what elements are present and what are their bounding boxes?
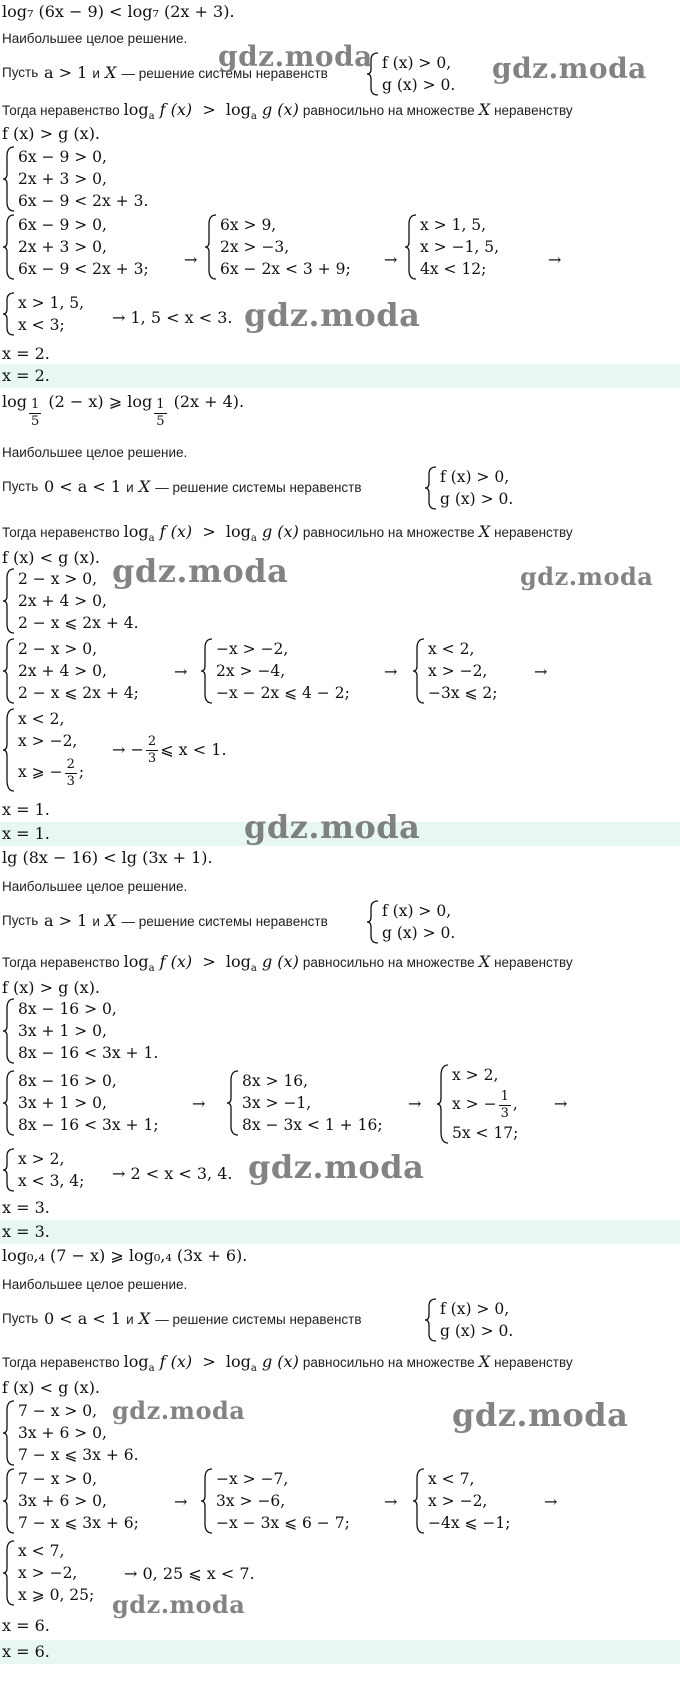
problem-2-comparison: f (x) < g (x). bbox=[2, 548, 101, 567]
brace-icon bbox=[2, 292, 16, 336]
arrow-icon: → bbox=[174, 662, 188, 681]
arrow-icon: → bbox=[174, 1492, 188, 1511]
brace-icon bbox=[2, 1400, 16, 1466]
let-condition: 0 < a < 1 bbox=[44, 477, 122, 496]
problem-3-answer: x = 3. bbox=[0, 1220, 680, 1244]
brace-icon bbox=[2, 214, 16, 280]
brace-icon bbox=[2, 1540, 16, 1606]
problem-4-comparison: f (x) < g (x). bbox=[2, 1378, 101, 1397]
problem-1-comparison: f (x) > g (x). bbox=[2, 124, 101, 143]
brace-icon bbox=[412, 1468, 426, 1534]
problem-3-then-line: Тогда неравенство $\log_a f$ $(x) > \log_a g$ (x) равносильно на множестве X неравенству bbox=[2, 952, 573, 975]
brace-icon bbox=[436, 1064, 450, 1144]
let-condition: a > 1 bbox=[44, 63, 88, 82]
problem-4-then-line: Тогда неравенство $\log_a f$ $(x) > \log_a g$ (x) равносильно на множестве X неравенству bbox=[2, 1352, 573, 1375]
arrow-icon: → bbox=[384, 662, 398, 681]
problem-2-task-label: Наибольшее целое решение. bbox=[2, 445, 188, 460]
brace-icon bbox=[424, 1298, 438, 1342]
let-condition: a > 1 bbox=[44, 911, 88, 930]
brace-icon bbox=[366, 900, 380, 944]
problem-3-interval: → 2 < x < 3, 4. bbox=[112, 1164, 233, 1183]
brace-icon bbox=[404, 214, 418, 280]
problem-3-title: lg (8x − 16) < lg (3x + 1). bbox=[2, 848, 213, 867]
brace-icon bbox=[200, 1468, 214, 1534]
watermark: gdz.moda bbox=[520, 562, 654, 591]
brace-icon bbox=[2, 638, 16, 704]
brace-icon bbox=[2, 1148, 16, 1192]
watermark: gdz.moda bbox=[248, 1148, 425, 1186]
arrow-icon: → bbox=[192, 1094, 206, 1113]
brace-icon bbox=[226, 1070, 240, 1136]
solution-page: log₇ (6x − 9) < log₇ (2x + 3). Наибольшее целое решение. Пусть a > 1 и X — решение системы неравенств f (x) > 0, g (x) > 0. Тогда неравенство $\log_a f$ $(x) > \log_a g$ (x) равносильно на множестве X неравенству f (x) > g (x). 6x − 9 > 0, 2x + 3 > 0, 6x − 9 < 2x + 3. 6x − 9 > 0, 2x + 3 > 0, 6x − 9 < 2x + 3; → 6x > 9, 2x > −3, 6x − 2x < 3 + 9; → x > 1, 5, x > −1, 5, 4x < 12; → x > 1, 5, x < 3; → 1, 5 < x < 3. x = 2. x = 2. log $\frac{1}{5}$ (2 − x) ⩾ log $\frac{1}{5}$ (2x + 4). Наибольшее целое решение. Пусть 0 < a < 1 и X — решение системы неравенств f (x) > 0, g (x) > 0. Тогда неравенство $\log_a f$ $(x) > \log_a g$ (x) равносильно на множестве X неравенству f (x) < g (x). 2 − x > 0, 2x + 4 > 0, 2 − x ⩽ 2x + 4. 2 − x > 0, 2x + 4 > 0, 2 − x ⩽ 2x + 4; → −x > −2, 2x > −4, −x − 2x ⩽ 4 − 2; → x < 2, x > −2, −3x ⩽ 2; → x < 2, x > −2, x ⩾ − $\frac{2}{3}$ ; → − $\frac{2}{3}$ ⩽ x < 1. x = 1. x = 1. lg (8x − 16) < lg (3x + 1). Наибольшее целое решение. Пусть a > 1 и X — решение системы неравенств f (x) > 0, g (x) > 0. Тогда неравенство $\log_a f$ $(x) > \log_a g$ (x) равносильно на множестве X неравенству f (x) > g (x). 8x − 16 > 0, 3x + 1 > 0, 8x − 16 < 3x + 1. 8x − 16 > 0, 3x + 1 > 0, 8x − 16 < 3x + 1; → 8x > 16, 3x > −1, 8x − 3x < 1 + 16; → x > 2, x > − $\frac{1}{3}$ , 5x < 17; → x > 2, x < 3, 4; → 2 < x < 3, 4. x = 3. x = 3. log₀,₄ (7 − x) ⩾ log₀,₄ (3x + 6). Наибольшее целое решение. Пусть 0 < a < 1 и X — решение системы неравенств f (x) > 0, g (x) > 0. Тогда неравенство $\log_a f$ $(x) > \log_a g$ (x) равносильно на множестве X неравенству f (x) < g (x). 7 − x > 0, 3x + 6 > 0, 7 − x ⩽ 3x + 6. 7 − x > 0, 3x + 6 > 0, 7 − x ⩽ 3x + 6; → −x > −7, 3x > −6, −x − 3x ⩽ 6 − 7; → x < 7, x > −2, −4x ⩽ −1; → x < 7, x > −2, x ⩾ 0, 25; → 0, 25 ⩽ x < 7. x = 6. x = 6. gdz.moda gdz.moda gdz.moda gdz.moda gdz.moda gdz.moda gdz.moda gdz.moda gdz.moda gdz.moda bbox=[0, 0, 680, 1696]
problem-2-title: log $\frac{1}{5}$ (2 − x) ⩾ log $\frac{1}{5}$ (2x + 4). bbox=[2, 392, 245, 429]
watermark: gdz.moda bbox=[112, 1396, 246, 1425]
problem-2-then-line: Тогда неравенство $\log_a f$ $(x) > \log_a g$ (x) равносильно на множестве X неравенству bbox=[2, 522, 573, 545]
problem-1-answer: x = 2. bbox=[0, 364, 680, 388]
brace-icon bbox=[412, 638, 426, 704]
problem-1-task-label: Наибольшее целое решение. bbox=[2, 31, 188, 46]
brace-icon bbox=[200, 638, 214, 704]
let-condition: 0 < a < 1 bbox=[44, 1309, 122, 1328]
watermark: gdz.moda bbox=[492, 52, 647, 85]
brace-icon bbox=[424, 466, 438, 510]
problem-4-interval: → 0, 25 ⩽ x < 7. bbox=[124, 1564, 255, 1583]
problem-4-task-label: Наибольшее целое решение. bbox=[2, 1277, 188, 1292]
brace-icon bbox=[2, 708, 16, 792]
watermark: gdz.moda bbox=[112, 552, 289, 590]
watermark: gdz.moda bbox=[244, 296, 421, 334]
arrow-icon: → bbox=[534, 662, 548, 681]
arrow-icon: → bbox=[184, 250, 198, 269]
problem-4-title: log₀,₄ (7 − x) ⩾ log₀,₄ (3x + 6). bbox=[2, 1246, 248, 1265]
brace-icon bbox=[2, 1070, 16, 1136]
problem-2-interval: → − $\frac{2}{3}$ ⩽ x < 1. bbox=[112, 734, 227, 766]
problem-4-result: x = 6. bbox=[2, 1616, 50, 1635]
arrow-icon: → bbox=[548, 250, 562, 269]
problem-3-task-label: Наибольшее целое решение. bbox=[2, 879, 188, 894]
arrow-icon: → bbox=[408, 1094, 422, 1113]
watermark: gdz.moda bbox=[452, 1396, 629, 1434]
problem-3-comparison: f (x) > g (x). bbox=[2, 978, 101, 997]
problem-1-title: log₇ (6x − 9) < log₇ (2x + 3). bbox=[2, 2, 235, 21]
brace-icon bbox=[2, 998, 16, 1064]
problem-3-result: x = 3. bbox=[2, 1198, 50, 1217]
brace-icon bbox=[2, 146, 16, 212]
arrow-icon: → bbox=[384, 250, 398, 269]
problem-1-result: x = 2. bbox=[2, 344, 50, 363]
arrow-icon: → bbox=[554, 1094, 568, 1113]
brace-icon bbox=[204, 214, 218, 280]
problem-2-result: x = 1. bbox=[2, 800, 50, 819]
brace-icon bbox=[2, 568, 16, 634]
watermark: gdz.moda bbox=[244, 808, 421, 846]
watermark: gdz.moda bbox=[112, 1590, 246, 1619]
watermark: gdz.moda bbox=[218, 40, 373, 73]
brace-icon bbox=[2, 1468, 16, 1534]
problem-2-answer: x = 1. bbox=[0, 822, 680, 846]
problem-1-then-line: Тогда неравенство $\log_a f$ $(x) > \log_a g$ (x) равносильно на множестве X неравенству bbox=[2, 100, 573, 123]
problem-4-answer: x = 6. bbox=[0, 1640, 680, 1664]
problem-1-interval: → 1, 5 < x < 3. bbox=[112, 308, 233, 327]
arrow-icon: → bbox=[384, 1492, 398, 1511]
arrow-icon: → bbox=[544, 1492, 558, 1511]
